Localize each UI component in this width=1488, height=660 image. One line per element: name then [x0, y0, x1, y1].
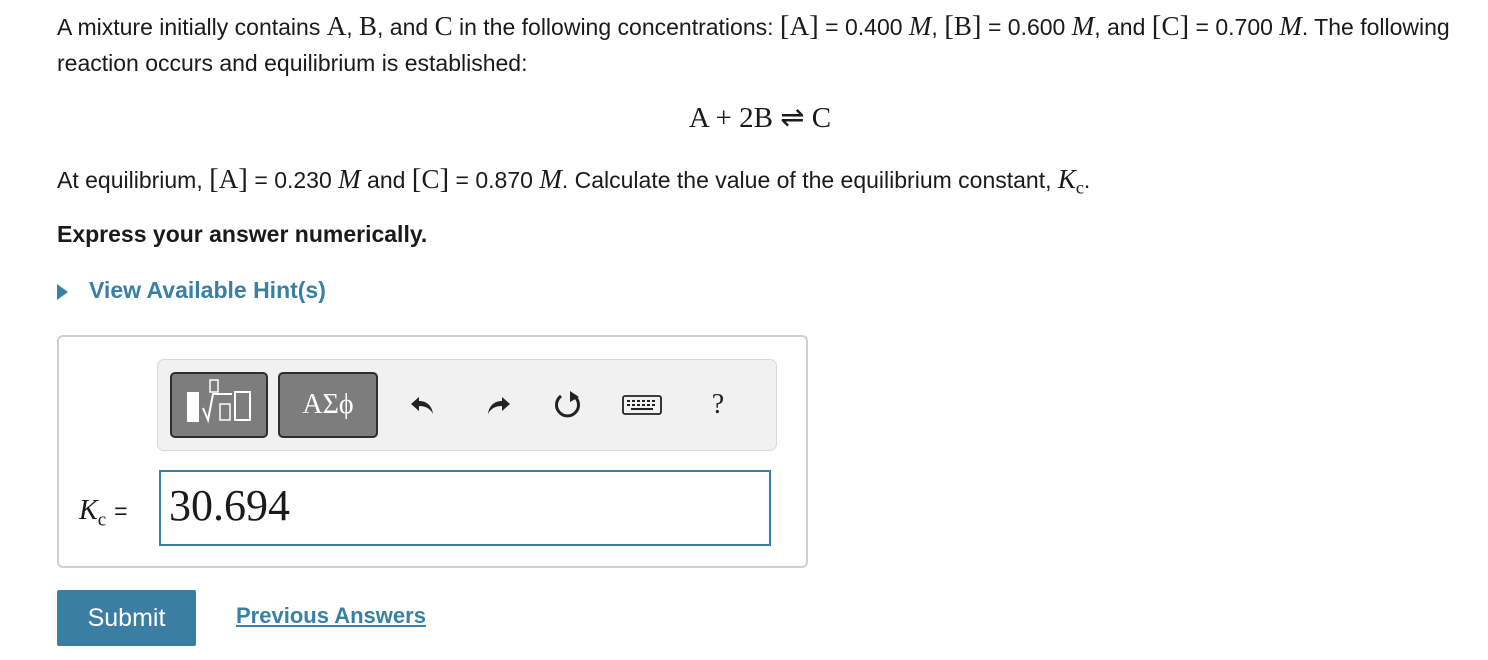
help-button[interactable]: ?: [711, 389, 725, 420]
reset-button[interactable]: [548, 382, 588, 428]
hint-label: View Available Hint(s): [89, 277, 326, 303]
math-toolbar: [157, 359, 777, 451]
answer-label: $K_c$ =: [79, 495, 128, 531]
equilibrium-conc-C: 0.870: [475, 167, 533, 193]
equilibrium-text: At equilibrium, [A] = 0.230 M and [C] = 0.870 M. Calculate the value of the equilibrium constant, $K_c$.: [57, 163, 1091, 198]
answer-input[interactable]: 30.694: [159, 470, 771, 546]
triangle-right-icon: [57, 284, 68, 300]
undo-button[interactable]: [403, 382, 443, 428]
symbols-button[interactable]: ΑΣϕ: [278, 372, 378, 438]
equilibrium-conc-A: 0.230: [274, 167, 332, 193]
answer-panel: [57, 335, 808, 568]
redo-icon: [484, 393, 512, 417]
initial-conc-B: 0.600: [1007, 14, 1066, 40]
question-text: A mixture initially contains A, B, and C in the following concentrations: [A] = 0.400 M, [B] = 0.600 M, and [C] = 0.700 M. The following reaction occurs and equilibrium is established:: [57, 10, 1450, 76]
redo-button[interactable]: [478, 382, 518, 428]
initial-conc-C: 0.700: [1215, 14, 1273, 40]
keyboard-button[interactable]: [620, 382, 664, 428]
reset-icon: [552, 389, 584, 421]
undo-icon: [409, 393, 437, 417]
templates-icon: [172, 374, 266, 436]
answer-instruction: Express your answer numerically.: [57, 221, 428, 247]
submit-button[interactable]: Submit: [57, 590, 196, 646]
templates-button[interactable]: [170, 372, 268, 438]
equilibrium-arrow: ⇌: [780, 102, 805, 134]
initial-conc-A: 0.400: [844, 14, 903, 40]
reaction-equation: A + 2B ⇌ C: [688, 102, 832, 134]
keyboard-icon: [622, 394, 662, 416]
previous-answers-link[interactable]: Previous Answers: [236, 603, 426, 628]
view-hints-toggle[interactable]: [57, 277, 326, 304]
